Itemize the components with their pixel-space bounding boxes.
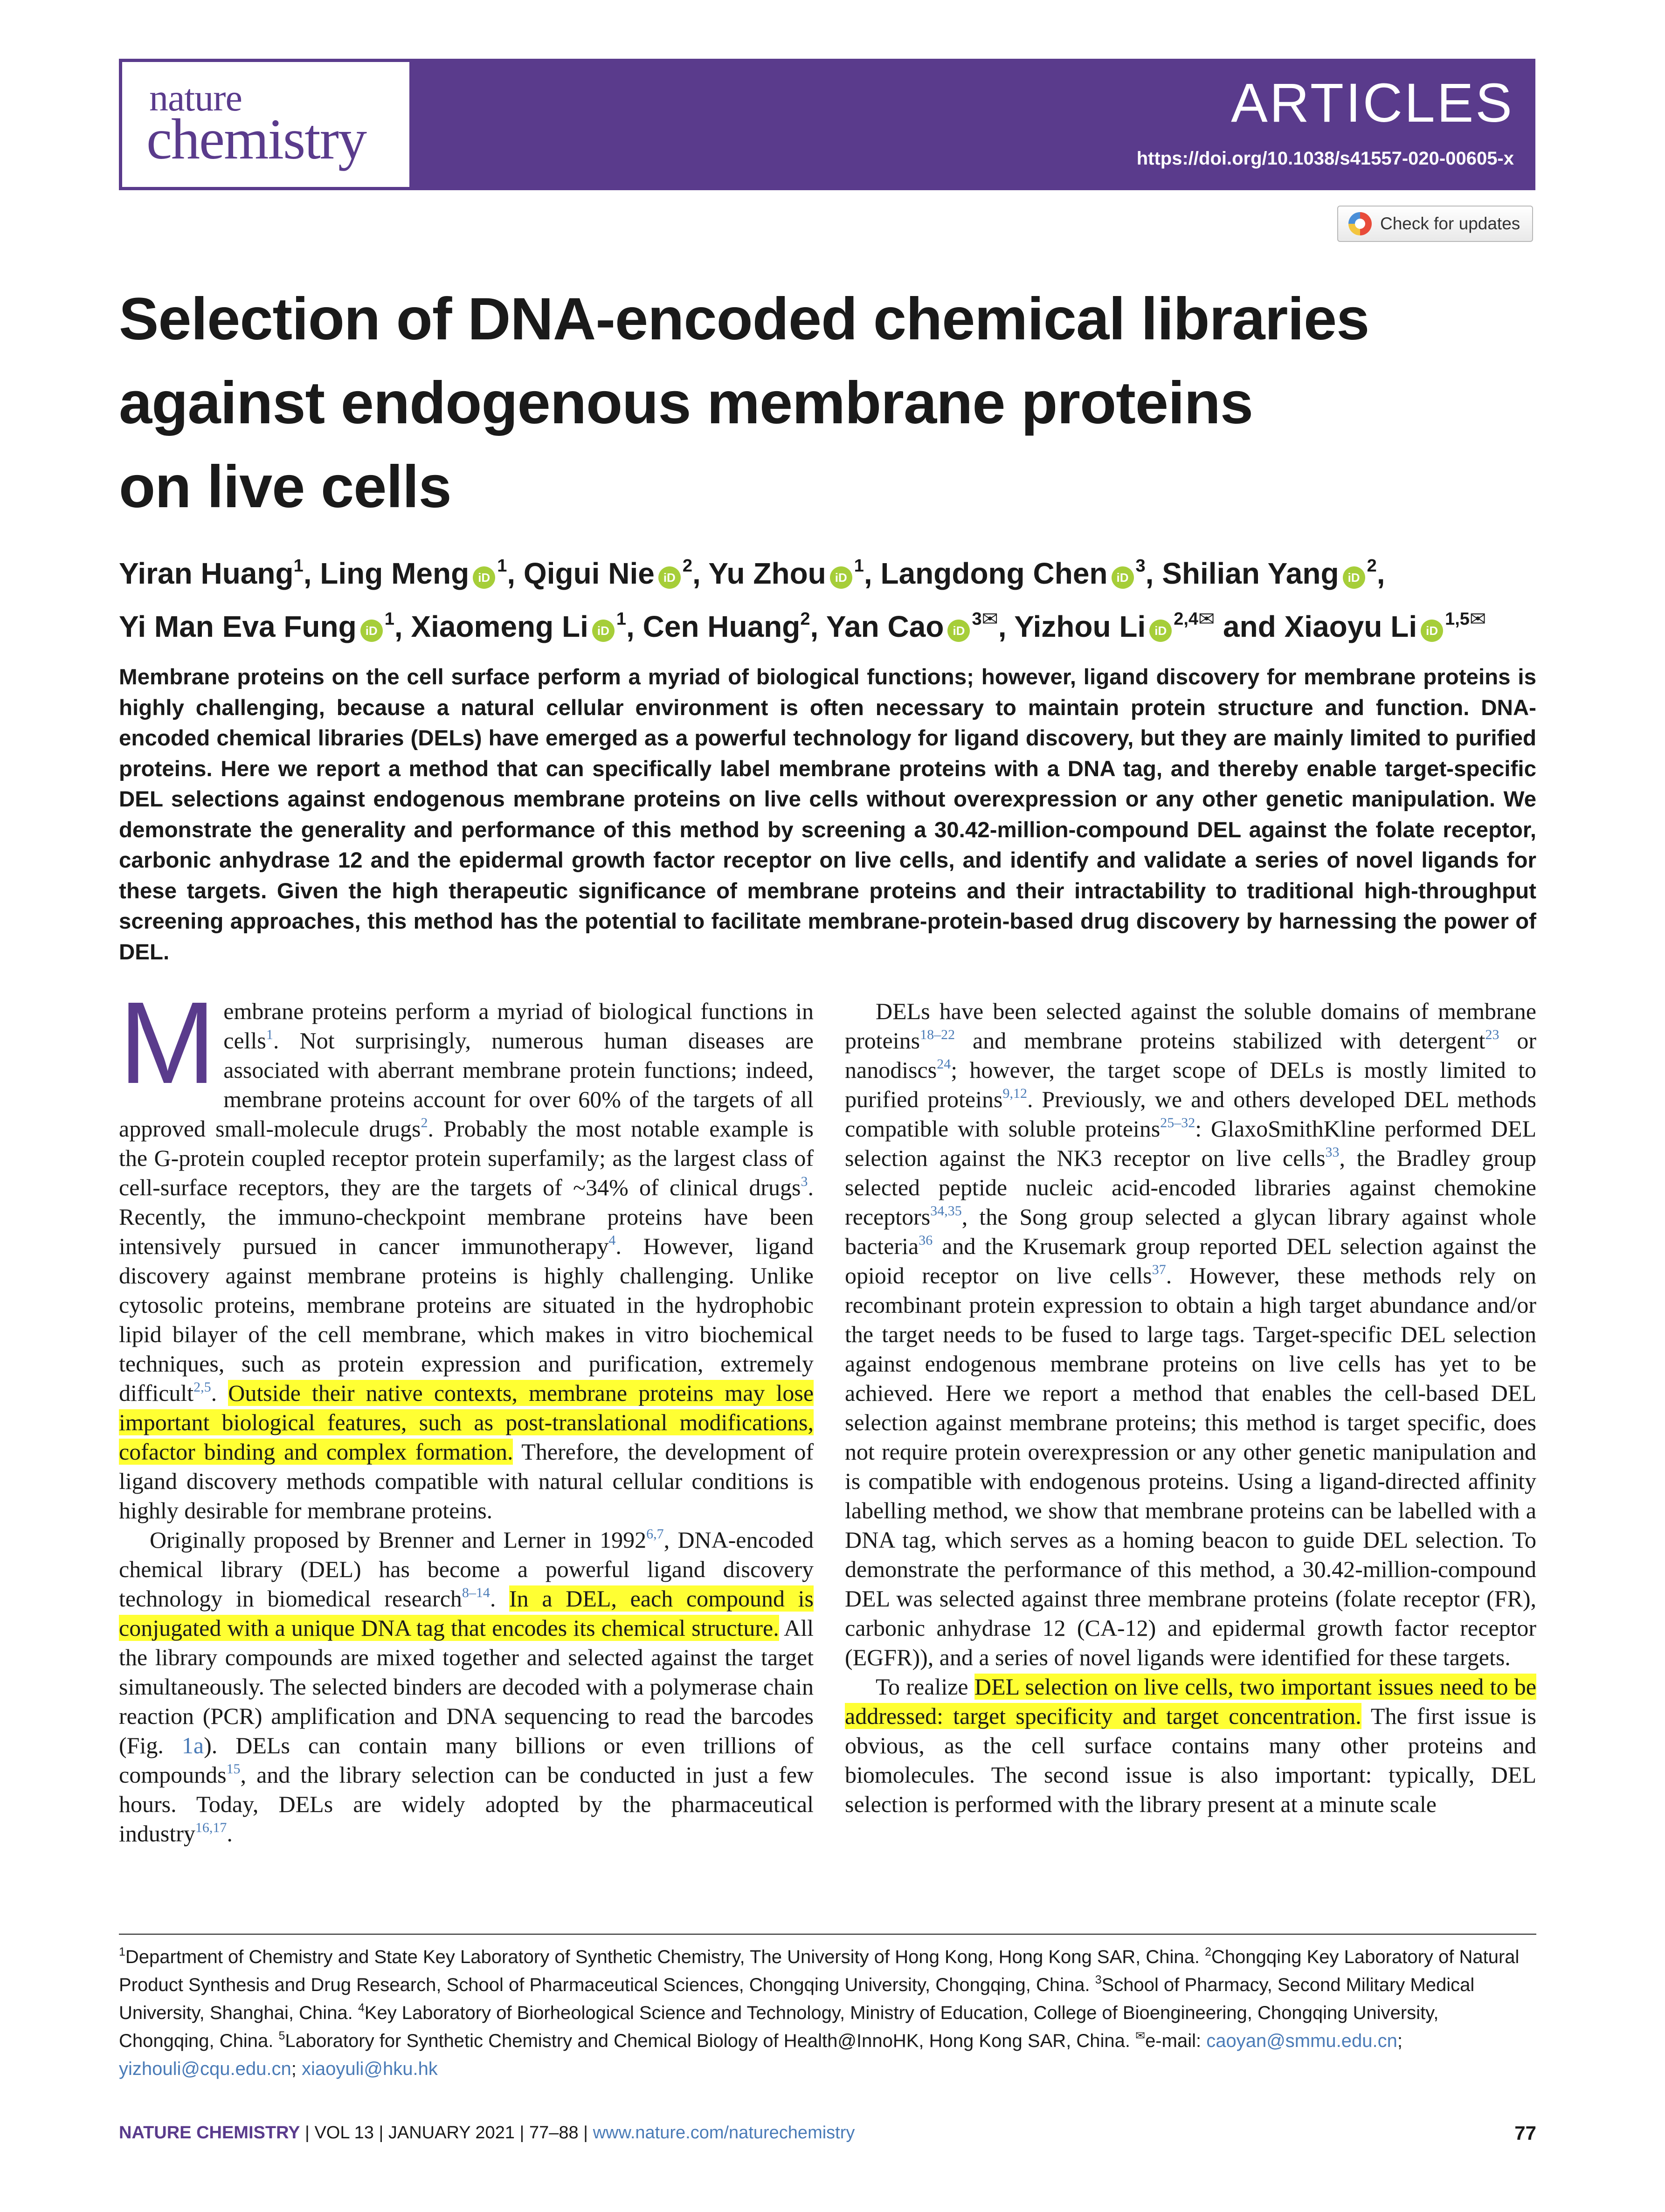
body-column-left — [119, 978, 814, 1848]
page-number: 77 — [1514, 2122, 1536, 2144]
citation-reference[interactable]: 18–22 — [920, 1027, 955, 1042]
body-paragraph — [845, 1672, 1536, 1819]
author[interactable] — [708, 557, 864, 590]
affiliation-marker: 2 — [1205, 1945, 1212, 1958]
author-separator: , — [626, 610, 643, 643]
author[interactable] — [320, 557, 507, 590]
orcid-icon[interactable]: iD — [473, 566, 495, 589]
affiliation-marker: ✉ — [1135, 2029, 1146, 2042]
orcid-icon[interactable]: iD — [947, 620, 970, 642]
check-for-updates-button[interactable] — [1337, 206, 1533, 242]
text-run: : GlaxoSmithKline performed DEL selection against the NK3 receptor on live cells — [845, 1116, 1536, 1171]
citation-reference[interactable]: 4 — [608, 1233, 616, 1248]
citation-reference[interactable]: 23 — [1485, 1027, 1499, 1042]
author-name: Yan Cao — [826, 610, 944, 643]
author-affiliation: 2,4 — [1174, 609, 1199, 629]
author-name: Langdong Chen — [880, 557, 1108, 590]
text-run: . Not surprisingly, numerous human diseases are associated with aberrant membrane protein functions; indeed, membrane proteins account for over 60% of the targets of all approved small-molecule drugs — [119, 1027, 814, 1142]
author-name: Yizhou Li — [1014, 610, 1146, 643]
author-name: Yi Man Eva Fung — [119, 610, 357, 643]
text-run: Originally proposed by Brenner and Lerner in 1992 — [150, 1527, 647, 1553]
citation-reference[interactable]: 36 — [919, 1233, 933, 1248]
envelope-icon[interactable]: ✉ — [981, 608, 998, 630]
text-run: embrane proteins perform a myriad of biological functions in cells — [223, 998, 814, 1054]
text-run: ). DELs can contain many billions or even trillions of compounds — [119, 1732, 814, 1788]
citation-reference[interactable]: 1 — [266, 1027, 273, 1042]
footnote-text: Department of Chemistry and State Key Laboratory of Synthetic Chemistry, The University of Hong Kong, Hong Kong SAR, China. — [125, 1947, 1205, 1967]
citation-reference[interactable]: 33 — [1325, 1144, 1340, 1160]
footer-url[interactable]: www.nature.com/naturechemistry — [593, 2123, 855, 2143]
citation-reference[interactable]: 25–32 — [1160, 1115, 1195, 1130]
author[interactable] — [1162, 557, 1377, 590]
page-footer — [119, 2123, 855, 2143]
text-run: To realize — [876, 1674, 974, 1700]
author[interactable] — [643, 610, 810, 643]
text-run: , the Song group selected a glycan library against whole bacteria — [845, 1204, 1536, 1259]
author-separator: , — [692, 557, 709, 590]
text-run: Therefore, the development of ligand discovery methods compatible with natural cellular conditions is highly desirable for membrane proteins. — [119, 1439, 814, 1523]
paragraph-text — [119, 978, 814, 1523]
author-separator: , — [1145, 557, 1162, 590]
footer-meta: | VOL 13 | JANUARY 2021 | 77–88 | — [300, 2123, 593, 2143]
text-run: and the Krusemark group reported DEL selection against the opioid receptor on live cells — [845, 1233, 1536, 1289]
author-affiliation: 1 — [616, 609, 627, 629]
author-separator: , — [303, 557, 320, 590]
footnote-text: Chongqing Key Laboratory of Natural Product Synthesis and Drug Research, School of Pharmaceutical Sciences, Chongqing University, Chongqing, China. — [119, 1947, 1520, 1995]
citation-reference[interactable]: 3 — [801, 1174, 808, 1189]
orcid-icon[interactable]: iD — [830, 566, 852, 589]
body-paragraph — [119, 978, 814, 1525]
section-label: ARTICLES — [1231, 72, 1514, 134]
envelope-icon[interactable]: ✉ — [1469, 608, 1486, 630]
drop-cap: M — [119, 978, 216, 1108]
author-name: Xiaoyu Li — [1284, 610, 1417, 643]
email-link[interactable]: yizhouli@cqu.edu.cn — [119, 2059, 291, 2079]
footnote-text: School of Pharmacy, Second Military Medical University, Shanghai, China. — [119, 1975, 1475, 2023]
text-run: The first issue is obvious, as the cell surface contains many other proteins and biomolecules. The second issue is also important: typically, DEL selection is performed with the library present at a minute scale — [845, 1703, 1536, 1817]
citation-reference[interactable]: 2 — [421, 1115, 428, 1130]
orcid-icon[interactable]: iD — [1149, 620, 1172, 642]
title-line: Selection of DNA-encoded chemical libraries — [119, 286, 1369, 352]
author-affiliation: 1 — [854, 556, 864, 576]
email-link[interactable]: xiaoyuli@hku.hk — [301, 2059, 438, 2079]
author[interactable] — [119, 610, 394, 643]
text-run: All the library compounds are mixed together and selected against the target simultaneously. The selected binders are decoded with a polymerase chain reaction (PCR) amplification and DNA sequencing to read the barcodes (Fig. — [119, 1615, 814, 1758]
orcid-icon[interactable]: iD — [1112, 566, 1134, 589]
text-run: and membrane proteins stabilized with detergent — [955, 1027, 1485, 1054]
body-column-right — [845, 997, 1536, 1819]
author-name: Qigui Nie — [523, 557, 655, 590]
logo-nature-text: nature — [149, 76, 242, 119]
title-line: on live cells — [119, 454, 451, 520]
author-separator: and — [1215, 610, 1285, 643]
footnote-text: Laboratory for Synthetic Chemistry and Chemical Biology of Health@InnoHK, Hong Kong SAR, China. — [285, 2031, 1136, 2051]
author-separator: , — [394, 610, 411, 643]
author-name: Ling Meng — [320, 557, 470, 590]
citation-reference[interactable]: 2,5 — [193, 1379, 211, 1395]
body-paragraph — [845, 997, 1536, 1672]
text-run: . — [211, 1380, 228, 1406]
article-title — [119, 277, 1536, 529]
author-affiliation: 1 — [293, 556, 304, 576]
text-run: , DNA-encoded chemical library (DEL) has become a powerful ligand discovery technology in biomedical research — [119, 1527, 814, 1612]
author[interactable] — [1014, 610, 1215, 643]
author-affiliation: 1 — [384, 609, 394, 629]
doi-link[interactable]: https://doi.org/10.1038/s41557-020-00605-x — [1136, 148, 1514, 169]
author-affiliation: 1,5 — [1445, 609, 1470, 629]
citation-reference[interactable]: 8–14 — [462, 1585, 490, 1600]
logo-chemistry-text: chemistry — [146, 107, 366, 171]
envelope-icon[interactable]: ✉ — [1198, 608, 1215, 630]
author-name: Yiran Huang — [119, 557, 294, 590]
author-affiliation: 3 — [1135, 556, 1146, 576]
author-affiliation: 1 — [497, 556, 507, 576]
footnote-text: ; — [291, 2059, 302, 2079]
highlighted-text: In a DEL, each compound is conjugated with a unique DNA tag that encodes its chemical structure. — [119, 1585, 814, 1641]
check-for-updates-label: Check for updates — [1380, 214, 1520, 233]
author[interactable] — [411, 610, 626, 643]
footnote-divider — [119, 1934, 1536, 1935]
journal-logo[interactable] — [122, 62, 409, 187]
author-affiliation: 2 — [682, 556, 692, 576]
author-name: Cen Huang — [643, 610, 801, 643]
text-run: , and the library selection can be conducted in just a few hours. Today, DELs are widely adopted by the pharmaceutical industry — [119, 1762, 814, 1847]
affiliation-marker: 4 — [358, 2001, 365, 2014]
crossmark-icon — [1348, 212, 1372, 235]
text-run: . — [490, 1585, 510, 1612]
affiliation-marker: 5 — [278, 2029, 285, 2042]
footnote-text: ; — [1397, 2031, 1403, 2051]
orcid-icon[interactable]: iD — [592, 620, 615, 642]
author[interactable] — [524, 557, 692, 590]
text-run: . However, these methods rely on recombinant protein expression to obtain a high target abundance and/or the target needs to be fused to large tags. Target-specific DEL selection against endogenous membrane proteins on live cells has yet to be achieved. Here we report a method that enables the cell-based DEL selection against membrane proteins; this method is target specific, does not require protein overexpression or any other genetic manipulation and is compatible with endogenous proteins. Using a ligand-directed affinity labelling method, we show that membrane proteins can be labelled with a DNA tag, which serves as a homing beacon to guide DEL selection. To demonstrate the performance of this method, a 30.42-million-compound DEL was selected against three membrane proteins (folate receptor (FR), carbonic anhydrase 12 (CA-12) and epidermal growth factor receptor (EGFR)), and a series of novel ligands were identified for these targets. — [845, 1262, 1536, 1670]
orcid-icon[interactable]: iD — [360, 620, 383, 642]
author-name: Xiaomeng Li — [411, 610, 588, 643]
title-line: against endogenous membrane proteins — [119, 370, 1253, 436]
email-link[interactable]: caoyan@smmu.edu.cn — [1206, 2031, 1397, 2051]
highlighted-text: Outside their native contexts, membrane proteins may lose important biological features, such as post-translational modifications, cofactor binding and complex formation. — [119, 1380, 814, 1465]
affiliation-marker: 1 — [119, 1945, 125, 1958]
author[interactable] — [880, 557, 1145, 590]
text-run: . — [227, 1820, 233, 1847]
citation-reference[interactable]: 16,17 — [195, 1820, 227, 1835]
highlighted-text: DEL selection on live cells, two important issues need to be addressed: target specificity and target concentration. — [845, 1674, 1536, 1729]
text-run: . Probably the most notable example is the G-protein coupled receptor protein superfamily; as the largest class of cell-surface receptors, they are the targets of ~34% of clinical drugs — [119, 1116, 814, 1200]
author-list — [119, 543, 1536, 649]
citation-reference[interactable]: 6,7 — [646, 1526, 664, 1542]
text-run: . Previously, we and others developed DEL methods compatible with soluble proteins — [845, 1086, 1536, 1142]
footnote-text: e-mail: — [1145, 2031, 1207, 2051]
footnote-text: Key Laboratory of Biorheological Science and Technology, Ministry of Education, College of Bioengineering, Chongqing University, Chongqing, China. — [119, 2003, 1439, 2051]
author-separator: , — [864, 557, 881, 590]
text-run: ; however, the target scope of DELs is mostly limited to purified proteins — [845, 1057, 1536, 1112]
text-run: , the Bradley group selected peptide nucleic acid-encoded libraries against chemokine receptors — [845, 1145, 1536, 1230]
author-separator: , — [507, 557, 524, 590]
text-run: . However, ligand discovery against membrane proteins is highly challenging. Unlike cytosolic proteins, membrane proteins are situated in the hydrophobic lipid bilayer of the cell membrane, which makes in vitro biochemical techniques, such as protein expression and purification, extremely difficult — [119, 1233, 814, 1406]
orcid-icon[interactable]: iD — [1343, 566, 1365, 589]
author-separator: , — [1376, 557, 1385, 590]
orcid-icon[interactable]: iD — [658, 566, 681, 589]
footer-journal: NATURE CHEMISTRY — [119, 2123, 300, 2143]
author-name: Shilian Yang — [1162, 557, 1339, 590]
citation-reference[interactable]: 9,12 — [1002, 1086, 1027, 1101]
author[interactable] — [1285, 610, 1486, 643]
author-separator: , — [810, 610, 826, 643]
abstract: Membrane proteins on the cell surface perform a myriad of biological functions; however, ligand discovery for membrane proteins is highly challenging, because a natural cellular environment is often necessary to maintain protein structure and function. DNA-encoded chemical libraries (DELs) have emerged as a powerful technology for ligand discovery, but they are mainly limited to purified proteins. Here we report a method that can specifically label membrane proteins with a DNA tag, and thereby enable target-specific DEL selections against endogenous membrane proteins on live cells without overexpression or any other genetic manipulation. We demonstrate the generality and performance of this method by screening a 30.42-million-compound DEL against the folate receptor, carbonic anhydrase 12 and the epidermal growth factor receptor on live cells, and identify and validate a series of novel ligands for these targets. Given the high therapeutic significance of membrane proteins and their intractability to traditional high-throughput screening approaches, this method has the potential to facilitate membrane-protein-based drug discovery by harnessing the power of DEL. — [119, 665, 1536, 965]
citation-reference[interactable]: 15 — [226, 1761, 241, 1777]
body-paragraph — [119, 1525, 814, 1848]
affiliation-marker: 3 — [1095, 1973, 1102, 1986]
author[interactable] — [826, 610, 998, 643]
text-run: DELs have been selected against the soluble domains of membrane proteins — [845, 998, 1536, 1054]
author-name: Yu Zhou — [708, 557, 826, 590]
citation-reference[interactable]: 24 — [937, 1056, 951, 1072]
citation-reference[interactable]: 34,35 — [930, 1203, 962, 1219]
citation-reference[interactable]: 37 — [1152, 1262, 1166, 1277]
author-affiliation: 2 — [1367, 556, 1377, 576]
author-affiliation: 2 — [800, 609, 810, 629]
text-run: or nanodiscs — [845, 1027, 1536, 1083]
text-run: . Recently, the immuno-checkpoint membrane proteins have been intensively pursued in cancer immunotherapy — [119, 1174, 814, 1259]
author[interactable] — [119, 557, 304, 590]
author-separator: , — [998, 610, 1015, 643]
author-affiliation: 3 — [972, 609, 982, 629]
orcid-icon[interactable]: iD — [1421, 620, 1443, 642]
figure-link[interactable]: 1a — [181, 1732, 204, 1758]
affiliations-footnote — [119, 1943, 1536, 2083]
